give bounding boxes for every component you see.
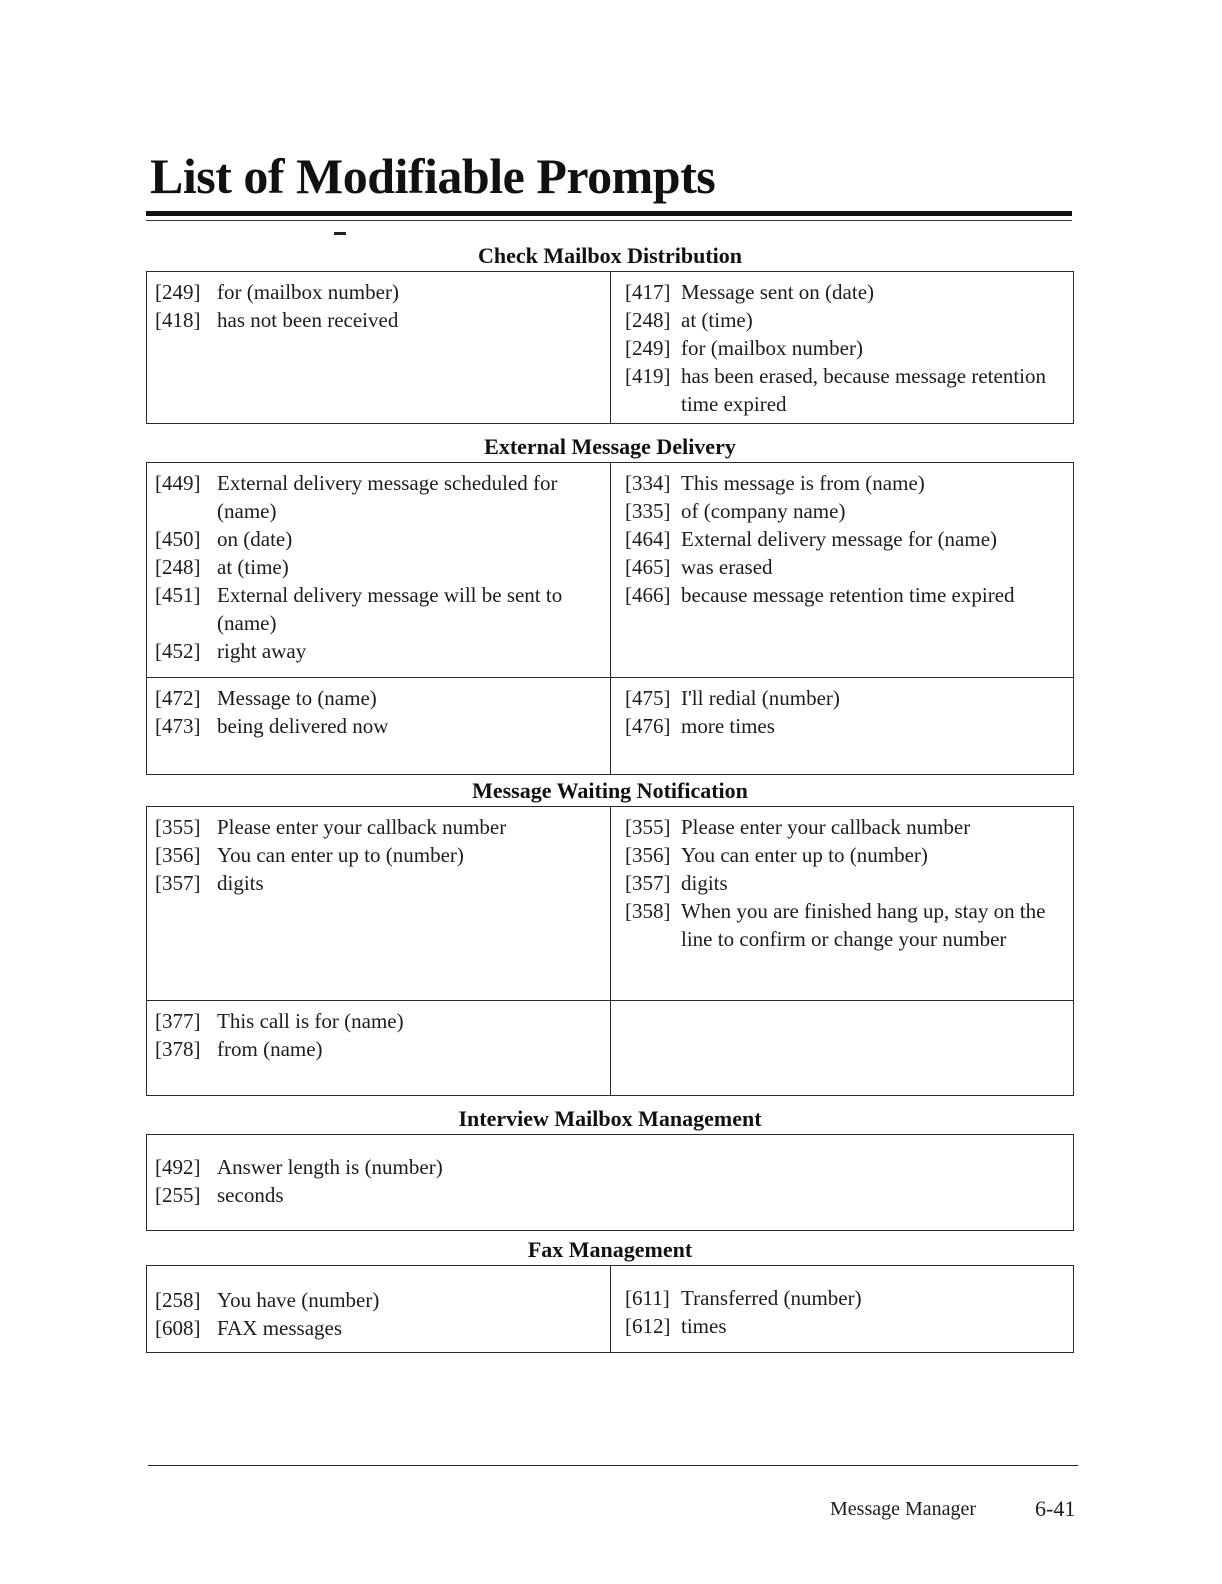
- prompt-item: [612] times: [625, 1314, 727, 1338]
- left-cell: [147, 1001, 610, 1095]
- prompt-table: [146, 806, 1074, 1096]
- prompt-table: [146, 271, 1074, 424]
- prompt-table: [146, 1134, 1074, 1231]
- prompt-item: [466] because message retention time expired: [625, 583, 1015, 607]
- right-cell-empty: [610, 1001, 1073, 1095]
- left-cell: [147, 678, 610, 774]
- table-row: [147, 463, 1073, 677]
- prompt-item: [450] on (date): [155, 527, 293, 551]
- table-row: [147, 1000, 1073, 1095]
- prompt-item: [476] more times: [625, 714, 775, 738]
- full-cell: [147, 1135, 1073, 1230]
- prompt-item: [377] This call is for (name): [155, 1009, 404, 1033]
- section-heading: Interview Mailbox Management: [458, 1106, 762, 1131]
- prompt-item: [358] When you are finished hang up, stay on the line to confirm or change your number: [625, 899, 1046, 951]
- left-cell: [147, 272, 610, 423]
- prompt-item: [473] being delivered now: [155, 714, 389, 738]
- title-rule-thick: [146, 211, 1072, 216]
- right-cell: [610, 463, 1073, 677]
- prompt-item: [357] digits: [625, 871, 728, 895]
- prompt-item: [357] digits: [155, 871, 264, 895]
- prompt-item: [418] has not been received: [155, 308, 399, 332]
- section-heading: Fax Management: [527, 1237, 693, 1262]
- table-row: [147, 807, 1073, 1000]
- prompt-item: [334] This message is from (name): [625, 471, 925, 495]
- prompt-item: [451] External delivery message will be sent to (name): [155, 583, 563, 635]
- prompt-item: [419] has been erased, because message retention time expired: [625, 364, 1046, 416]
- prompt-item: [356] You can enter up to (number): [625, 843, 928, 867]
- section-interview-mailbox-management: [146, 1106, 1074, 1231]
- prompt-table: [146, 1265, 1074, 1353]
- prompt-item: [472] Message to (name): [155, 686, 377, 710]
- prompt-item: [356] You can enter up to (number): [155, 843, 464, 867]
- section-message-waiting-notification: [146, 778, 1074, 1096]
- prompt-item: [464] External delivery message for (name): [625, 527, 998, 551]
- right-cell: [610, 807, 1073, 1000]
- prompt-item: [452] right away: [155, 639, 307, 663]
- table-row: [147, 272, 1073, 423]
- title-rule-thin: [146, 220, 1072, 221]
- prompt-item: [611] Transferred (number): [625, 1286, 862, 1310]
- section-fax-management: [146, 1237, 1074, 1353]
- prompt-item: [258] You have (number): [155, 1288, 380, 1312]
- table-row: [147, 1266, 1073, 1352]
- prompt-item: [335] of (company name): [625, 499, 846, 523]
- prompt-item: [248] at (time): [625, 308, 753, 332]
- right-cell: [610, 1266, 1073, 1352]
- section-external-message-delivery: [146, 434, 1074, 775]
- prompt-item: [355] Please enter your callback number: [625, 815, 971, 839]
- prompt-item: [249] for (mailbox number): [625, 336, 863, 360]
- prompt-item: [608] FAX messages: [155, 1316, 343, 1340]
- prompt-item: [417] Message sent on (date): [625, 280, 875, 304]
- prompt-item: [355] Please enter your callback number: [155, 815, 507, 839]
- right-cell: [610, 678, 1073, 774]
- prompt-item: [378] from (name): [155, 1037, 323, 1061]
- prompt-item: [449] External delivery message scheduled for (name): [155, 471, 558, 523]
- section-heading: Check Mailbox Distribution: [477, 243, 743, 268]
- section-check-mailbox-distribution: [146, 243, 1074, 424]
- prompt-item: [475] I'll redial (number): [625, 686, 840, 710]
- prompt-item: [249] for (mailbox number): [155, 280, 399, 304]
- table-row: [147, 1135, 1073, 1230]
- page-number: 6-41: [1035, 1496, 1076, 1521]
- prompt-item: [465] was erased: [625, 555, 773, 579]
- left-cell: [147, 463, 610, 677]
- section-heading: Message Waiting Notification: [472, 778, 748, 803]
- prompt-table: [146, 462, 1074, 775]
- left-cell: [147, 1266, 610, 1352]
- dash-mark: [334, 232, 346, 235]
- prompt-item: [492] Answer length is (number): [155, 1155, 443, 1179]
- prompt-item: [255] seconds: [155, 1183, 284, 1207]
- left-cell: [147, 807, 610, 1000]
- page-title: List of Modifiable Prompts: [150, 148, 716, 204]
- section-heading: External Message Delivery: [484, 434, 736, 459]
- footer-label: Message Manager: [830, 1498, 977, 1520]
- footer-rule: [148, 1465, 1078, 1466]
- prompt-item: [248] at (time): [155, 555, 289, 579]
- table-row: [147, 677, 1073, 774]
- right-cell: [610, 272, 1073, 423]
